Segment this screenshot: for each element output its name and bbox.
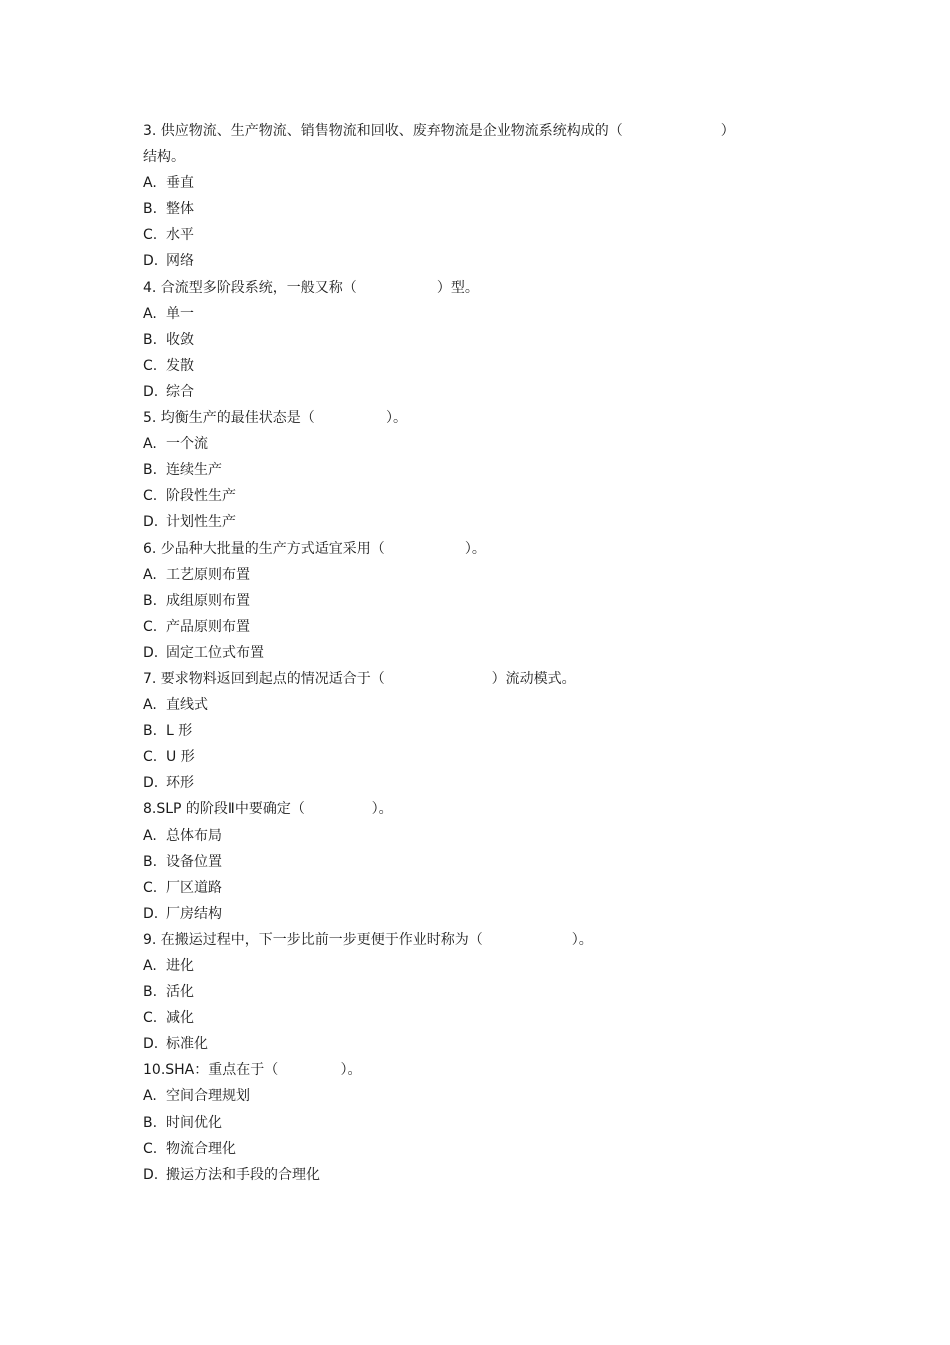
answer-option <box>143 1110 823 1136</box>
answer-option <box>143 953 823 979</box>
option-text: 阶段性生产 <box>166 488 236 505</box>
question-text: 9. 在搬运过程中，下一步比前一步更便于作业时称为（ ）。 <box>143 931 593 948</box>
option-letter: D. <box>143 1036 159 1053</box>
answer-option <box>143 849 823 875</box>
answer-option <box>143 979 823 1005</box>
answer-option <box>143 196 823 222</box>
answer-option <box>143 301 823 327</box>
option-text: 成组原则布置 <box>166 592 250 609</box>
option-text: 计划性生产 <box>166 514 236 531</box>
option-text: 厂房结构 <box>166 905 222 922</box>
answer-option <box>143 457 823 483</box>
answer-option <box>143 170 823 196</box>
option-letter: A. <box>143 697 157 714</box>
option-text: 单一 <box>166 305 194 322</box>
answer-option <box>143 509 823 535</box>
answer-option <box>143 614 823 640</box>
option-letter: A. <box>143 1088 157 1105</box>
answer-option <box>143 353 823 379</box>
option-letter: B. <box>143 723 158 740</box>
answer-option <box>143 588 823 614</box>
answer-option <box>143 692 823 718</box>
option-letter: A. <box>143 305 157 322</box>
answer-option <box>143 744 823 770</box>
option-text: 搬运方法和手段的合理化 <box>166 1166 320 1183</box>
option-letter: D. <box>143 1166 159 1183</box>
option-text: 空间合理规划 <box>166 1088 250 1105</box>
option-letter: C. <box>143 749 158 766</box>
option-text: 连续生产 <box>166 462 222 479</box>
question-text: 6. 少品种大批量的生产方式适宜采用（ ）。 <box>143 540 486 557</box>
option-text: 时间优化 <box>166 1114 222 1131</box>
option-text: 总体布局 <box>166 827 222 844</box>
answer-option <box>143 1083 823 1109</box>
option-letter: B. <box>143 592 158 609</box>
option-letter: D. <box>143 514 159 531</box>
option-letter: B. <box>143 853 158 870</box>
option-letter: C. <box>143 1140 158 1157</box>
option-text: U 形 <box>166 749 195 766</box>
option-text: 环形 <box>166 775 194 792</box>
option-text: 网络 <box>166 253 194 270</box>
option-letter: A. <box>143 175 157 192</box>
question-text: 7. 要求物料返回到起点的情况适合于（ ）流动模式。 <box>143 670 576 687</box>
answer-option <box>143 875 823 901</box>
option-letter: C. <box>143 488 158 505</box>
option-text: 设备位置 <box>166 853 222 870</box>
answer-option <box>143 248 823 274</box>
option-text: 活化 <box>166 984 194 1001</box>
option-text: 一个流 <box>166 436 208 453</box>
option-text: 工艺原则布置 <box>166 566 250 583</box>
question-text: 5. 均衡生产的最佳状态是（ ）。 <box>143 410 408 427</box>
answer-option <box>143 718 823 744</box>
option-text: 垂直 <box>166 175 194 192</box>
option-text: 产品原则布置 <box>166 618 250 635</box>
option-letter: A. <box>143 827 157 844</box>
option-letter: D. <box>143 905 159 922</box>
option-text: 进化 <box>166 958 194 974</box>
option-letter: D. <box>143 644 159 661</box>
option-text: L 形 <box>166 723 193 740</box>
answer-option <box>143 327 823 353</box>
option-letter: A. <box>143 958 157 974</box>
option-text: 收敛 <box>166 331 194 348</box>
option-text: 厂区道路 <box>166 879 222 896</box>
option-text: 直线式 <box>166 697 208 714</box>
option-letter: C. <box>143 227 158 244</box>
option-letter: D. <box>143 775 159 792</box>
option-letter: B. <box>143 331 158 348</box>
answer-option <box>143 1136 823 1162</box>
option-text: 减化 <box>166 1010 194 1027</box>
answer-option <box>143 770 823 796</box>
option-text: 标准化 <box>166 1036 208 1053</box>
option-text: 固定工位式布置 <box>166 644 264 661</box>
question-text: 3. 供应物流、生产物流、销售物流和回收、废弃物流是企业物流系统构成的（ ） <box>143 123 735 139</box>
question-text: 结构。 <box>143 149 185 166</box>
answer-option <box>143 901 823 927</box>
option-text: 综合 <box>166 383 194 400</box>
question-list <box>143 118 823 1188</box>
answer-option <box>143 379 823 405</box>
option-letter: C. <box>143 618 158 635</box>
option-letter: A. <box>143 566 157 583</box>
option-letter: D. <box>143 383 159 400</box>
question-text: 10.SHA：重点在于（ ）。 <box>143 1062 362 1079</box>
option-letter: D. <box>143 253 159 270</box>
option-letter: B. <box>143 201 158 218</box>
answer-option <box>143 431 823 457</box>
option-letter: C. <box>143 357 158 374</box>
option-text: 发散 <box>166 357 194 374</box>
option-text: 整体 <box>166 201 194 218</box>
question-text: 8.SLP 的阶段Ⅱ中要确定（ ）。 <box>143 801 393 818</box>
question-text: 4. 合流型多阶段系统，一般又称（ ）型。 <box>143 279 479 296</box>
option-text: 物流合理化 <box>166 1140 236 1157</box>
answer-option <box>143 483 823 509</box>
answer-option <box>143 823 823 849</box>
option-letter: B. <box>143 462 158 479</box>
answer-option <box>143 222 823 248</box>
option-letter: B. <box>143 984 158 1001</box>
option-letter: C. <box>143 879 158 896</box>
answer-option <box>143 1005 823 1031</box>
option-text: 水平 <box>166 227 194 244</box>
answer-option <box>143 562 823 588</box>
option-letter: A. <box>143 436 157 453</box>
option-letter: B. <box>143 1114 158 1131</box>
answer-option <box>143 1162 823 1188</box>
answer-option <box>143 1031 823 1057</box>
answer-option <box>143 640 823 666</box>
option-letter: C. <box>143 1010 158 1027</box>
